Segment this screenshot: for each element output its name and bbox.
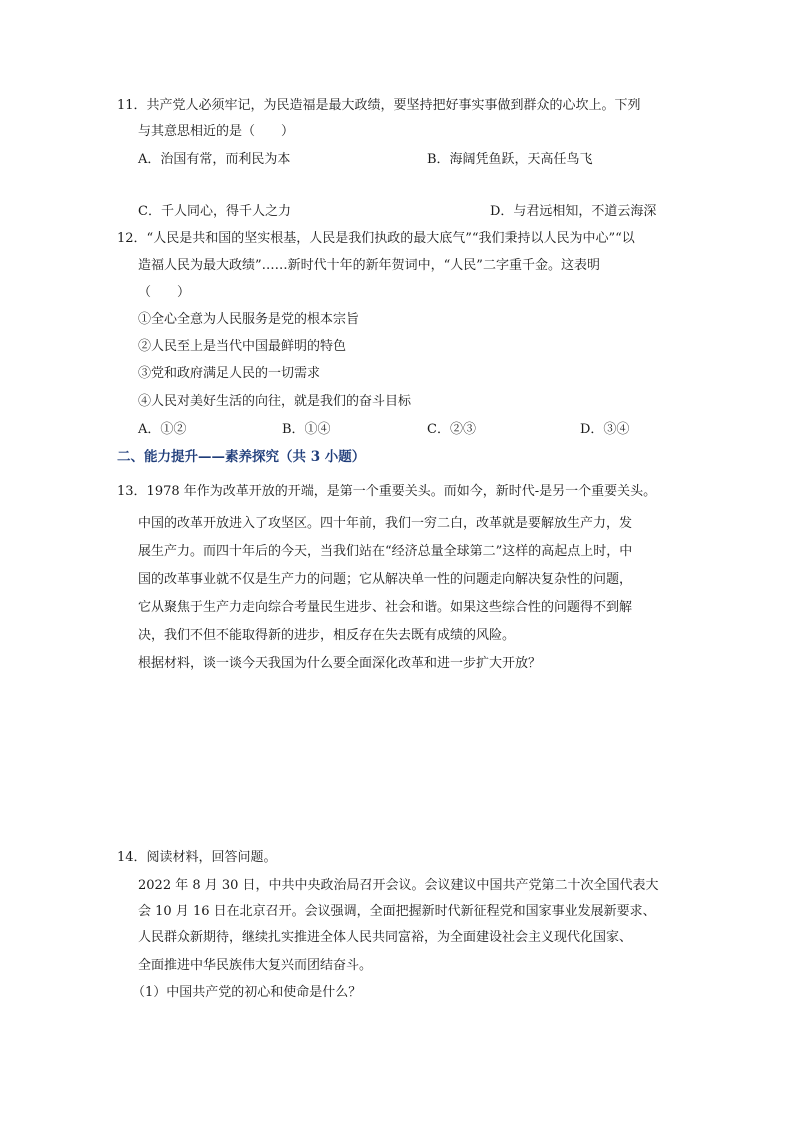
q11-option-d: D．与君远相知，不道云海深	[490, 204, 657, 219]
q14-line2: 2022 年 8 月 30 日，中共中央政治局召开会议。会议建议中国共产党第二十次全国代表大	[138, 878, 659, 893]
q11-stem-line2: 与其意思相近的是（ ）	[138, 124, 295, 139]
q12-stem-line2: 造福人民为最大政绩”……新时代十年的新年贺词中，“人民”二字重千金。这表明	[138, 258, 600, 273]
q11-stem-line1: 11．共产党人必须牢记，为民造福是最大政绩，要坚持把好事实事做到群众的心坎上。下列	[117, 98, 641, 113]
q13-line6: 决，我们不但不能取得新的进步，相反存在失去既有成绩的风险。	[138, 628, 516, 643]
q14-line5: 全面推进中华民族伟大复兴而团结奋斗。	[138, 958, 373, 973]
q12-statement-2: ②人民至上是当代中国最鲜明的特色	[138, 339, 347, 354]
q14-line4: 人民群众新期待，继续扎实推进全体人民共同富裕，为全面建设社会主义现代化国家、	[138, 930, 633, 945]
q12-statement-3: ③党和政府满足人民的一切需求	[138, 366, 321, 381]
q12-stem-line1: 12．“人民是共和国的坚实根基，人民是我们执政的最大底气”“我们秉持以人民为中心”“以	[117, 231, 635, 246]
q12-option-c: C．②③	[427, 422, 476, 437]
q11-option-b: B．海阔凭鱼跃，天高任鸟飞	[427, 152, 593, 167]
q13-line3: 展生产力。而四十年后的今天，当我们站在“经济总量全球第二”这样的高起点上时，中	[138, 544, 633, 559]
q13-line4: 国的改革事业就不仅是生产力的问题；它从解决单一性的问题走向解决复杂性的问题，	[138, 572, 633, 587]
q13-line1: 13．1978 年作为改革开放的开端，是第一个重要关头。而如今，新时代-是另一个重要关头。	[117, 484, 657, 499]
q14-subquestion-1: （1）中国共产党的初心和使命是什么？	[132, 985, 362, 1000]
section-2-heading: 二、能力提升——素养探究（共 3 小题）	[117, 449, 366, 465]
q12-option-d: D．③④	[580, 422, 630, 437]
q11-option-a: A．治国有常，而利民为本	[138, 152, 291, 167]
q13-question: 根据材料，谈一谈今天我国为什么要全面深化改革和进一步扩大开放？	[138, 656, 542, 671]
q13-line2: 中国的改革开放进入了攻坚区。四十年前，我们一穷二白，改革就是要解放生产力，发	[138, 516, 633, 531]
q12-statement-4: ④人民对美好生活的向往，就是我们的奋斗目标	[138, 394, 412, 409]
q14-line1: 14．阅读材料，回答问题。	[117, 850, 277, 865]
q12-option-a: A．①②	[138, 422, 187, 437]
q12-statement-1: ①全心全意为人民服务是党的根本宗旨	[138, 312, 360, 327]
q14-line3: 会 10 月 16 日在北京召开。会议强调，全面把握新时代新征程党和国家事业发展新要求、	[138, 904, 656, 919]
q13-line5: 它从聚焦于生产力走向综合考量民生进步、社会和谐。如果这些综合性的问题得不到解	[138, 600, 633, 615]
q12-stem-line3: （ ）	[138, 285, 191, 300]
q12-option-b: B．①④	[282, 422, 331, 437]
q11-option-c: C．千人同心，得千人之力	[138, 204, 291, 219]
